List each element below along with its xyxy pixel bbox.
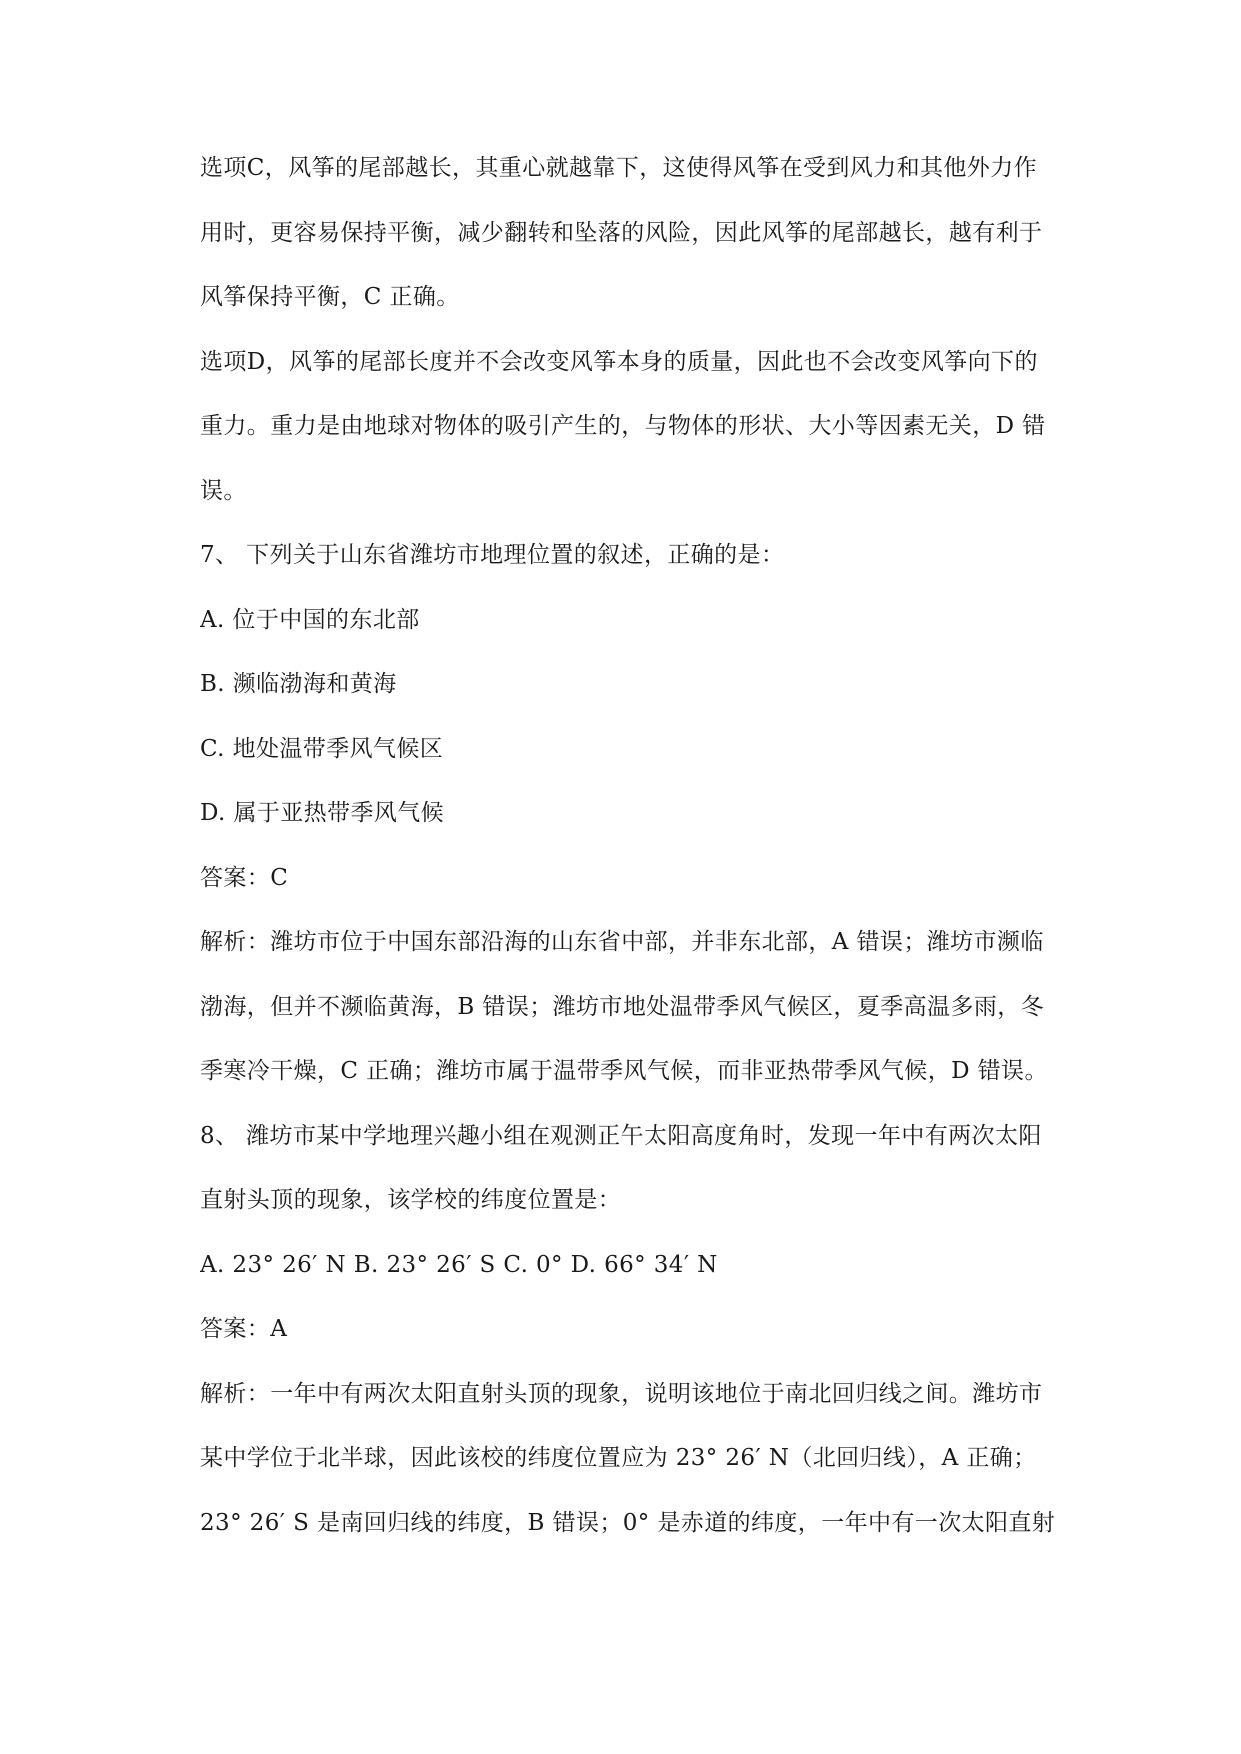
text-line: 重力。重力是由地球对物体的吸引产生的，与物体的形状、大小等因素无关，D 错 [200,413,1046,439]
question-8-stem: 直射头顶的现象，该学校的纬度位置是： [200,1187,622,1213]
question-7-stem: 7、 下列关于山东省潍坊市地理位置的叙述，正确的是： [200,542,785,568]
text-line: 选项C，风筝的尾部越长，其重心就越靠下，这使得风筝在受到风力和其他外力作 [200,155,1037,181]
question-7-option-a: A. 位于中国的东北部 [200,606,420,633]
document-page [200,136,1086,1555]
question-7-answer: 答案：C [200,864,289,891]
question-8-explanation: 解析：一年中有两次太阳直射头顶的现象，说明该地位于南北回归线之间。潍坊市 [200,1380,1043,1407]
text-line: 选项D，风筝的尾部长度并不会改变风筝本身的质量，因此也不会改变风筝向下的 [200,348,1038,375]
question-7-explanation: 季寒冷干燥，C 正确；潍坊市属于温带季风气候，而非亚热带季风气候，D 错误。 [200,1058,1048,1084]
question-8-explanation: 某中学位于北半球，因此该校的纬度位置应为 23° 26′ N（北回归线），A 正确； [200,1445,1037,1471]
text-line: 误。 [200,477,247,504]
question-7-explanation: 渤海，但并不濒临黄海，B 错误；潍坊市地处温带季风气候区，夏季高温多雨，冬 [200,993,1045,1020]
question-8-answer: 答案：A [200,1316,288,1342]
text-line: 风筝保持平衡，C 正确。 [200,284,460,310]
question-7-option-c: C. 地处温带季风气候区 [200,735,444,762]
question-7-explanation: 解析：潍坊市位于中国东部沿海的山东省中部，并非东北部，A 错误；潍坊市濒临 [200,929,1044,955]
question-7-option-b: B. 濒临渤海和黄海 [200,671,397,697]
question-7-option-d: D. 属于亚热带季风气候 [200,800,445,826]
question-8-options: A. 23° 26′ N B. 23° 26′ S C. 0° D. 66° 34′ N [200,1251,718,1278]
text-line: 用时，更容易保持平衡，减少翻转和坠落的风险，因此风筝的尾部越长，越有利于 [200,219,1043,246]
question-8-stem: 8、 潍坊市某中学地理兴趣小组在观测正午太阳高度角时，发现一年中有两次太阳 [200,1122,1042,1149]
question-8-explanation: 23° 26′ S 是南回归线的纬度，B 错误；0° 是赤道的纬度，一年中有一次太阳直射 [200,1509,1056,1536]
